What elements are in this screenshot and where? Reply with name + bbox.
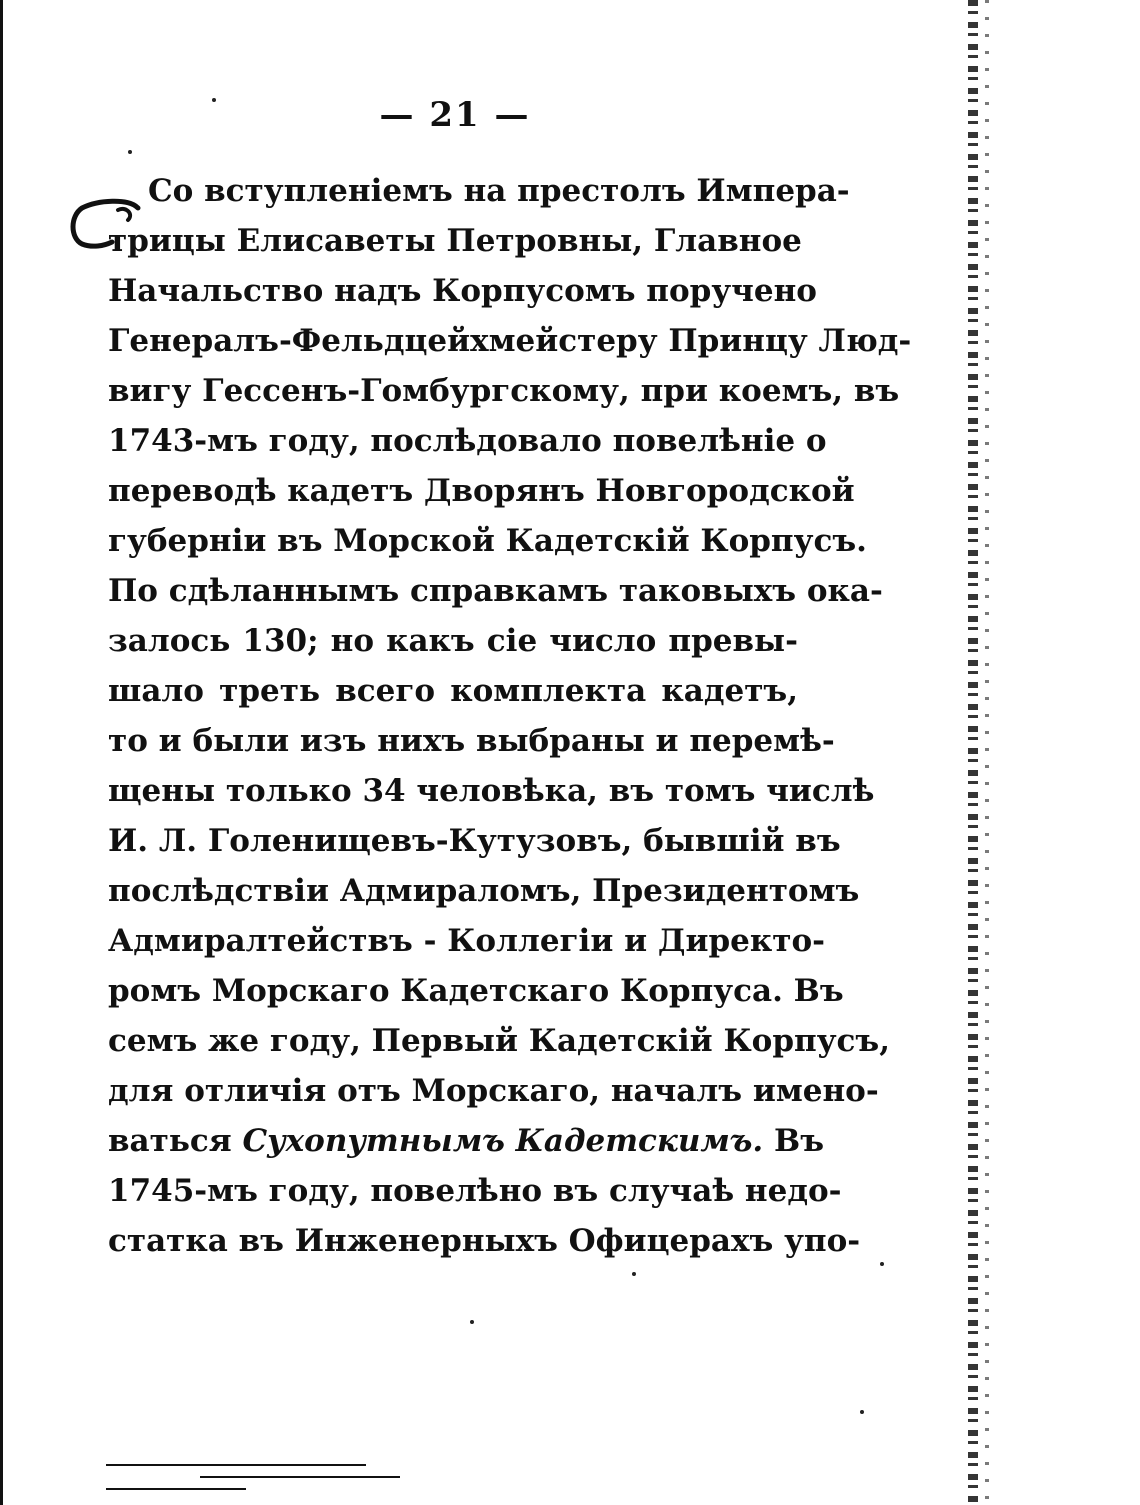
text-line: Генералъ-Фельдцейхмейстеру Принцу Люд- (108, 323, 912, 359)
italic-segment: Сухопутнымъ Кадетскимъ. (242, 1123, 764, 1159)
text-line: 1745-мъ году, повелѣно въ случаѣ недо- (108, 1173, 842, 1209)
text-line: для отличія отъ Морскаго, началъ имено- (108, 1073, 879, 1109)
text-line: 1743-мъ году, послѣдовало повелѣніе о (108, 423, 827, 459)
text-line: губерніи въ Морской Кадетскій Корпусъ. (108, 523, 867, 559)
text-line: послѣдствіи Адмираломъ, Президентомъ (108, 873, 860, 909)
text-line: семъ же году, Первый Кадетскій Корпусъ, (108, 1023, 890, 1059)
speck (212, 98, 216, 102)
text-line: залось 130; но какъ сіе число превы- (108, 623, 798, 659)
text-line: переводѣ кадетъ Дворянъ Новгородской (108, 473, 855, 509)
text-line: статка въ Инженерныхъ Офицерахъ упо- (108, 1223, 861, 1259)
text-segment: Въ (763, 1123, 824, 1159)
footer-rule (106, 1488, 246, 1490)
text-line: шало треть всего комплекта кадетъ, (108, 673, 798, 709)
footer-rule (200, 1476, 400, 1478)
text-line: По сдѣланнымъ справкамъ таковыхъ ока- (108, 573, 883, 609)
speck (632, 1272, 636, 1276)
text-line: щены только 34 человѣка, въ томъ числѣ (108, 773, 875, 809)
text-line: Адмиралтействъ - Коллегіи и Директо- (108, 923, 825, 959)
binding-edge (968, 0, 978, 1505)
page-left-edge (0, 0, 3, 1505)
text-line: И. Л. Голенищевъ-Кутузовъ, бывшій въ (108, 823, 841, 859)
page-number: — 21 — (379, 95, 531, 135)
footer-rule (106, 1464, 366, 1466)
binding-edge-shadow (985, 0, 989, 1505)
speck (860, 1410, 864, 1414)
text-line: ромъ Морскаго Кадетскаго Корпуса. Въ (108, 973, 844, 1009)
text-line: Со вступленіемъ на престолъ Импера- (148, 173, 850, 209)
speck (470, 1320, 474, 1324)
text-segment: ваться (108, 1123, 243, 1159)
speck (880, 1262, 884, 1266)
text-line: Начальство надъ Корпусомъ поручено (108, 273, 817, 309)
body-text (108, 166, 912, 1266)
speck (128, 150, 132, 154)
text-line: трицы Елисаветы Петровны, Главное (108, 223, 802, 259)
text-line: то и были изъ нихъ выбраны и перемѣ- (108, 723, 835, 759)
text-line-mixed (108, 1116, 824, 1166)
text-line: вигу Гессенъ-Гомбургскому, при коемъ, въ (108, 373, 900, 409)
